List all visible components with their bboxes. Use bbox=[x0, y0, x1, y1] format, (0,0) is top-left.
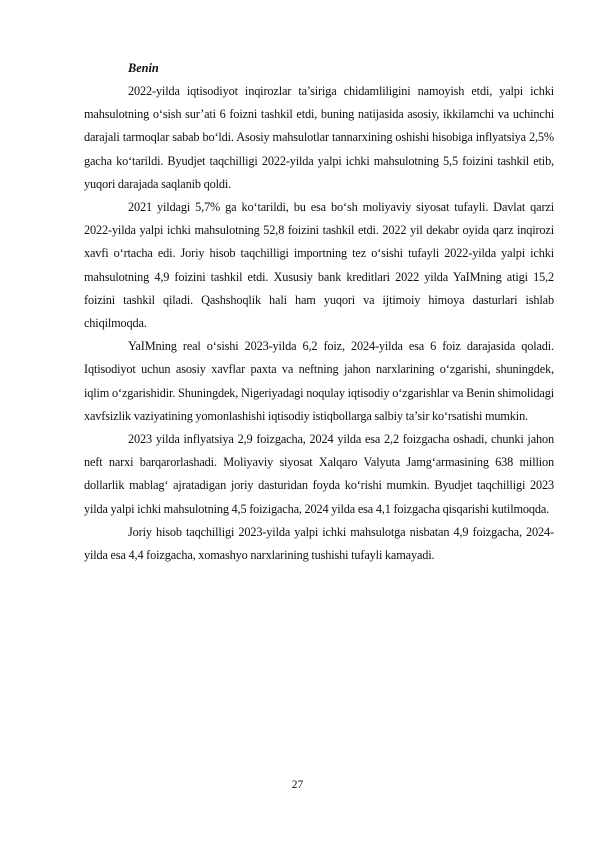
paragraph-3: YaIMning real o‘sishi 2023-yilda 6,2 foiz, 2024-yilda esa 6 foiz darajasida qoladi. Iqtisodiyot uchun asosiy xavflar paxta va neftning jahon narxlarining o‘zgarishi, shuningdek, iqlim o‘zgarishidir. Shuningdek, Nigeriyadagi noqulay iqtisodiy o‘zgarishlar va Benin shimolidagi xavfsizlik vaziyatining yomonlashishi iqtisodiy istiqbollarga salbiy ta’sir ko‘rsatishi mumkin. bbox=[84, 339, 554, 423]
page-number: 27 bbox=[291, 779, 304, 791]
paragraph-2: 2021 yildagi 5,7% ga ko‘tarildi, bu esa bo‘sh moliyaviy siyosat tufayli. Davlat qarzi 2022-yilda yalpi ichki mahsulotning 52,8 foizini tashkil etdi. 2022 yil dekabr oyida qarz inqirozi xavfi o‘rtacha edi. Joriy hisob taqchilligi importning tez o‘sishi tufayli 2022-yilda yalpi ichki mahsulotning 4,9 foizini tashkil etdi. Xususiy bank kreditlari 2022 yilda YaIMning atigi 15,2 foizini tashkil qiladi. Qashshoqlik hali ham yuqori va ijtimoiy himoya dasturlari ishlab chiqilmoqda. bbox=[84, 200, 554, 331]
section-heading: Benin bbox=[128, 61, 159, 75]
paragraph-4: 2023 yilda inflyatsiya 2,9 foizgacha, 2024 yilda esa 2,2 foizgacha oshadi, chunki jahon neft narxi barqarorlashadi. Moliyaviy siyosat Xalqaro Valyuta Jamg‘armasining 638 million dollarlik mablag‘ ajratadigan joriy dasturidan foyda ko‘rishi mumkin. Byudjet taqchilligi 2023 yilda yalpi ichki mahsulotning 4,5 foizigacha, 2024 yilda esa 4,1 foizgacha qisqarishi kutilmoqda. bbox=[84, 432, 554, 516]
paragraph-5: Joriy hisob taqchilligi 2023-yilda yalpi ichki mahsulotga nisbatan 4,9 foizgacha, 2024-yilda esa 4,4 foizgacha, xomashyo narxlarining tushishi tufayli kamayadi. bbox=[84, 524, 554, 563]
paragraph-1: 2022-yilda iqtisodiyot inqirozlar ta’siriga chidamliligini namoyish etdi, yalpi ichki mahsulotning o‘sish sur’ati 6 foizni tashkil etdi, buning natijasida asosiy, ikkilamchi va uchinchi darajali tarmoqlar sabab bo‘ldi. Asosiy mahsulotlar tannarxining oshishi hisobiga inflyatsiya 2,5% gacha ko‘tarildi. Byudjet taqchilligi 2022-yilda yalpi ichki mahsulotning 5,5 foizini tashkil etib, yuqori darajada saqlanib qoldi. bbox=[84, 84, 554, 191]
page-content bbox=[84, 57, 554, 567]
